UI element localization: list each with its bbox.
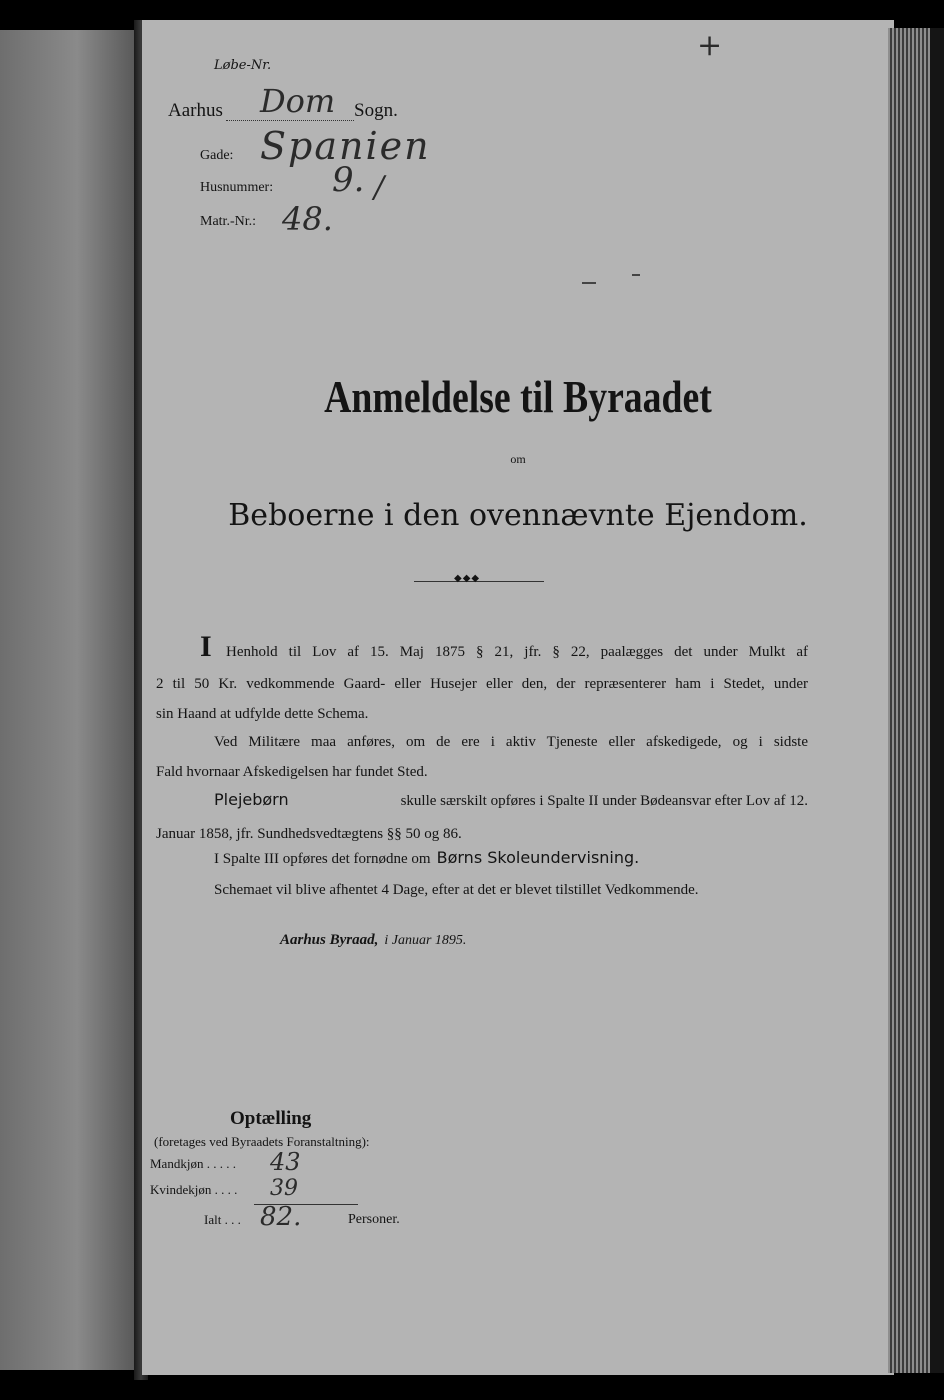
instruction-line-6 [214,790,808,810]
page-title: Anmeldelse til Byraadet [324,371,712,422]
plejeborn-term: Plejebørn [214,790,289,809]
husnummer-value: 9. [332,160,365,200]
gade-label: Gade: [200,148,234,163]
personer-label: Personer. [348,1212,400,1227]
stray-mark [582,282,596,284]
sogn-value: Dom [260,82,336,120]
kvind-label: Kvindekjøn [150,1182,212,1197]
gade-value: Spanien [260,124,431,168]
instruction-line-8 [214,848,639,868]
sogn-label: Sogn. [354,100,398,121]
signature-date: i Januar 1895. [384,933,467,948]
title-connector: om [510,452,526,466]
mand-label: Mandkjøn [150,1156,204,1171]
instruction-line-5: Fald hvornaar Afskedigelsen har fundet Sted. [156,764,428,780]
page-subtitle: Beboerne i den ovennævnte Ejendom. [228,498,808,533]
instruction-line-6-rest: skulle særskilt opføres i Spalte II under Bødeansvar efter Lov af 12. [400,793,808,809]
matr-label: Matr.-Nr.: [200,214,256,229]
census-row-kvind [150,1182,237,1198]
instruction-line-3: sin Haand at udfylde dette Schema. [156,706,369,722]
aarhus-label: Aarhus [168,100,223,121]
census-row-mand [150,1156,236,1172]
husnummer-stroke: / [374,170,385,205]
signature-line [280,932,466,949]
ialt-label: Ialt [204,1212,222,1227]
page-stack-shadow [930,28,944,1373]
instruction-line-9: Schemaet vil blive afhentet 4 Dage, efter at det er blevet tilstillet Vedkommende. [214,882,699,898]
kvind-dots: . . . . [214,1182,238,1197]
ornament-dots: ◆◆◆ [454,573,481,584]
corner-mark: + [697,28,723,63]
sogn-dotted-line [226,120,354,121]
instruction-line-7: Januar 1858, jfr. Sundhedsvedtægtens §§ 50 og 86. [156,826,462,842]
mand-dots: . . . . . [206,1156,236,1171]
signature-org: Aarhus Byraad, [280,932,379,948]
census-row-ialt [204,1212,241,1228]
lobe-nr-label: Løbe-Nr. [214,58,272,73]
page-stack-edges [888,28,932,1373]
left-page-edge [0,30,140,1370]
kvind-value: 39 [270,1176,298,1201]
instruction-line-8-start: I Spalte III opføres det fornødne om [214,851,431,867]
dropcap: I [200,630,212,663]
mand-value: 43 [270,1148,301,1176]
husnummer-label: Husnummer: [200,180,274,195]
document-page [142,20,894,1375]
ialt-value: 82. [260,1202,302,1232]
instruction-line-4: Ved Militære maa anføres, om de ere i aktiv Tjeneste eller afskedigede, og i sidste [214,734,808,750]
ialt-dots: . . . [224,1212,241,1227]
skoleundervisning-term: Børns Skoleundervisning. [436,848,640,867]
stray-mark [632,274,640,276]
instruction-line-2: 2 til 50 Kr. vedkommende Gaard- eller Husejer eller den, der repræsenterer ham i Stedet, under [156,676,808,692]
instruction-line-1: Henhold til Lov af 15. Maj 1875 § 21, jfr. § 22, paalægges det under Mulkt af [226,644,808,660]
matr-value: 48. [282,200,333,238]
census-heading: Optælling [230,1108,312,1129]
census-note: (foretages ved Byraadets Foranstaltning): [154,1134,370,1149]
